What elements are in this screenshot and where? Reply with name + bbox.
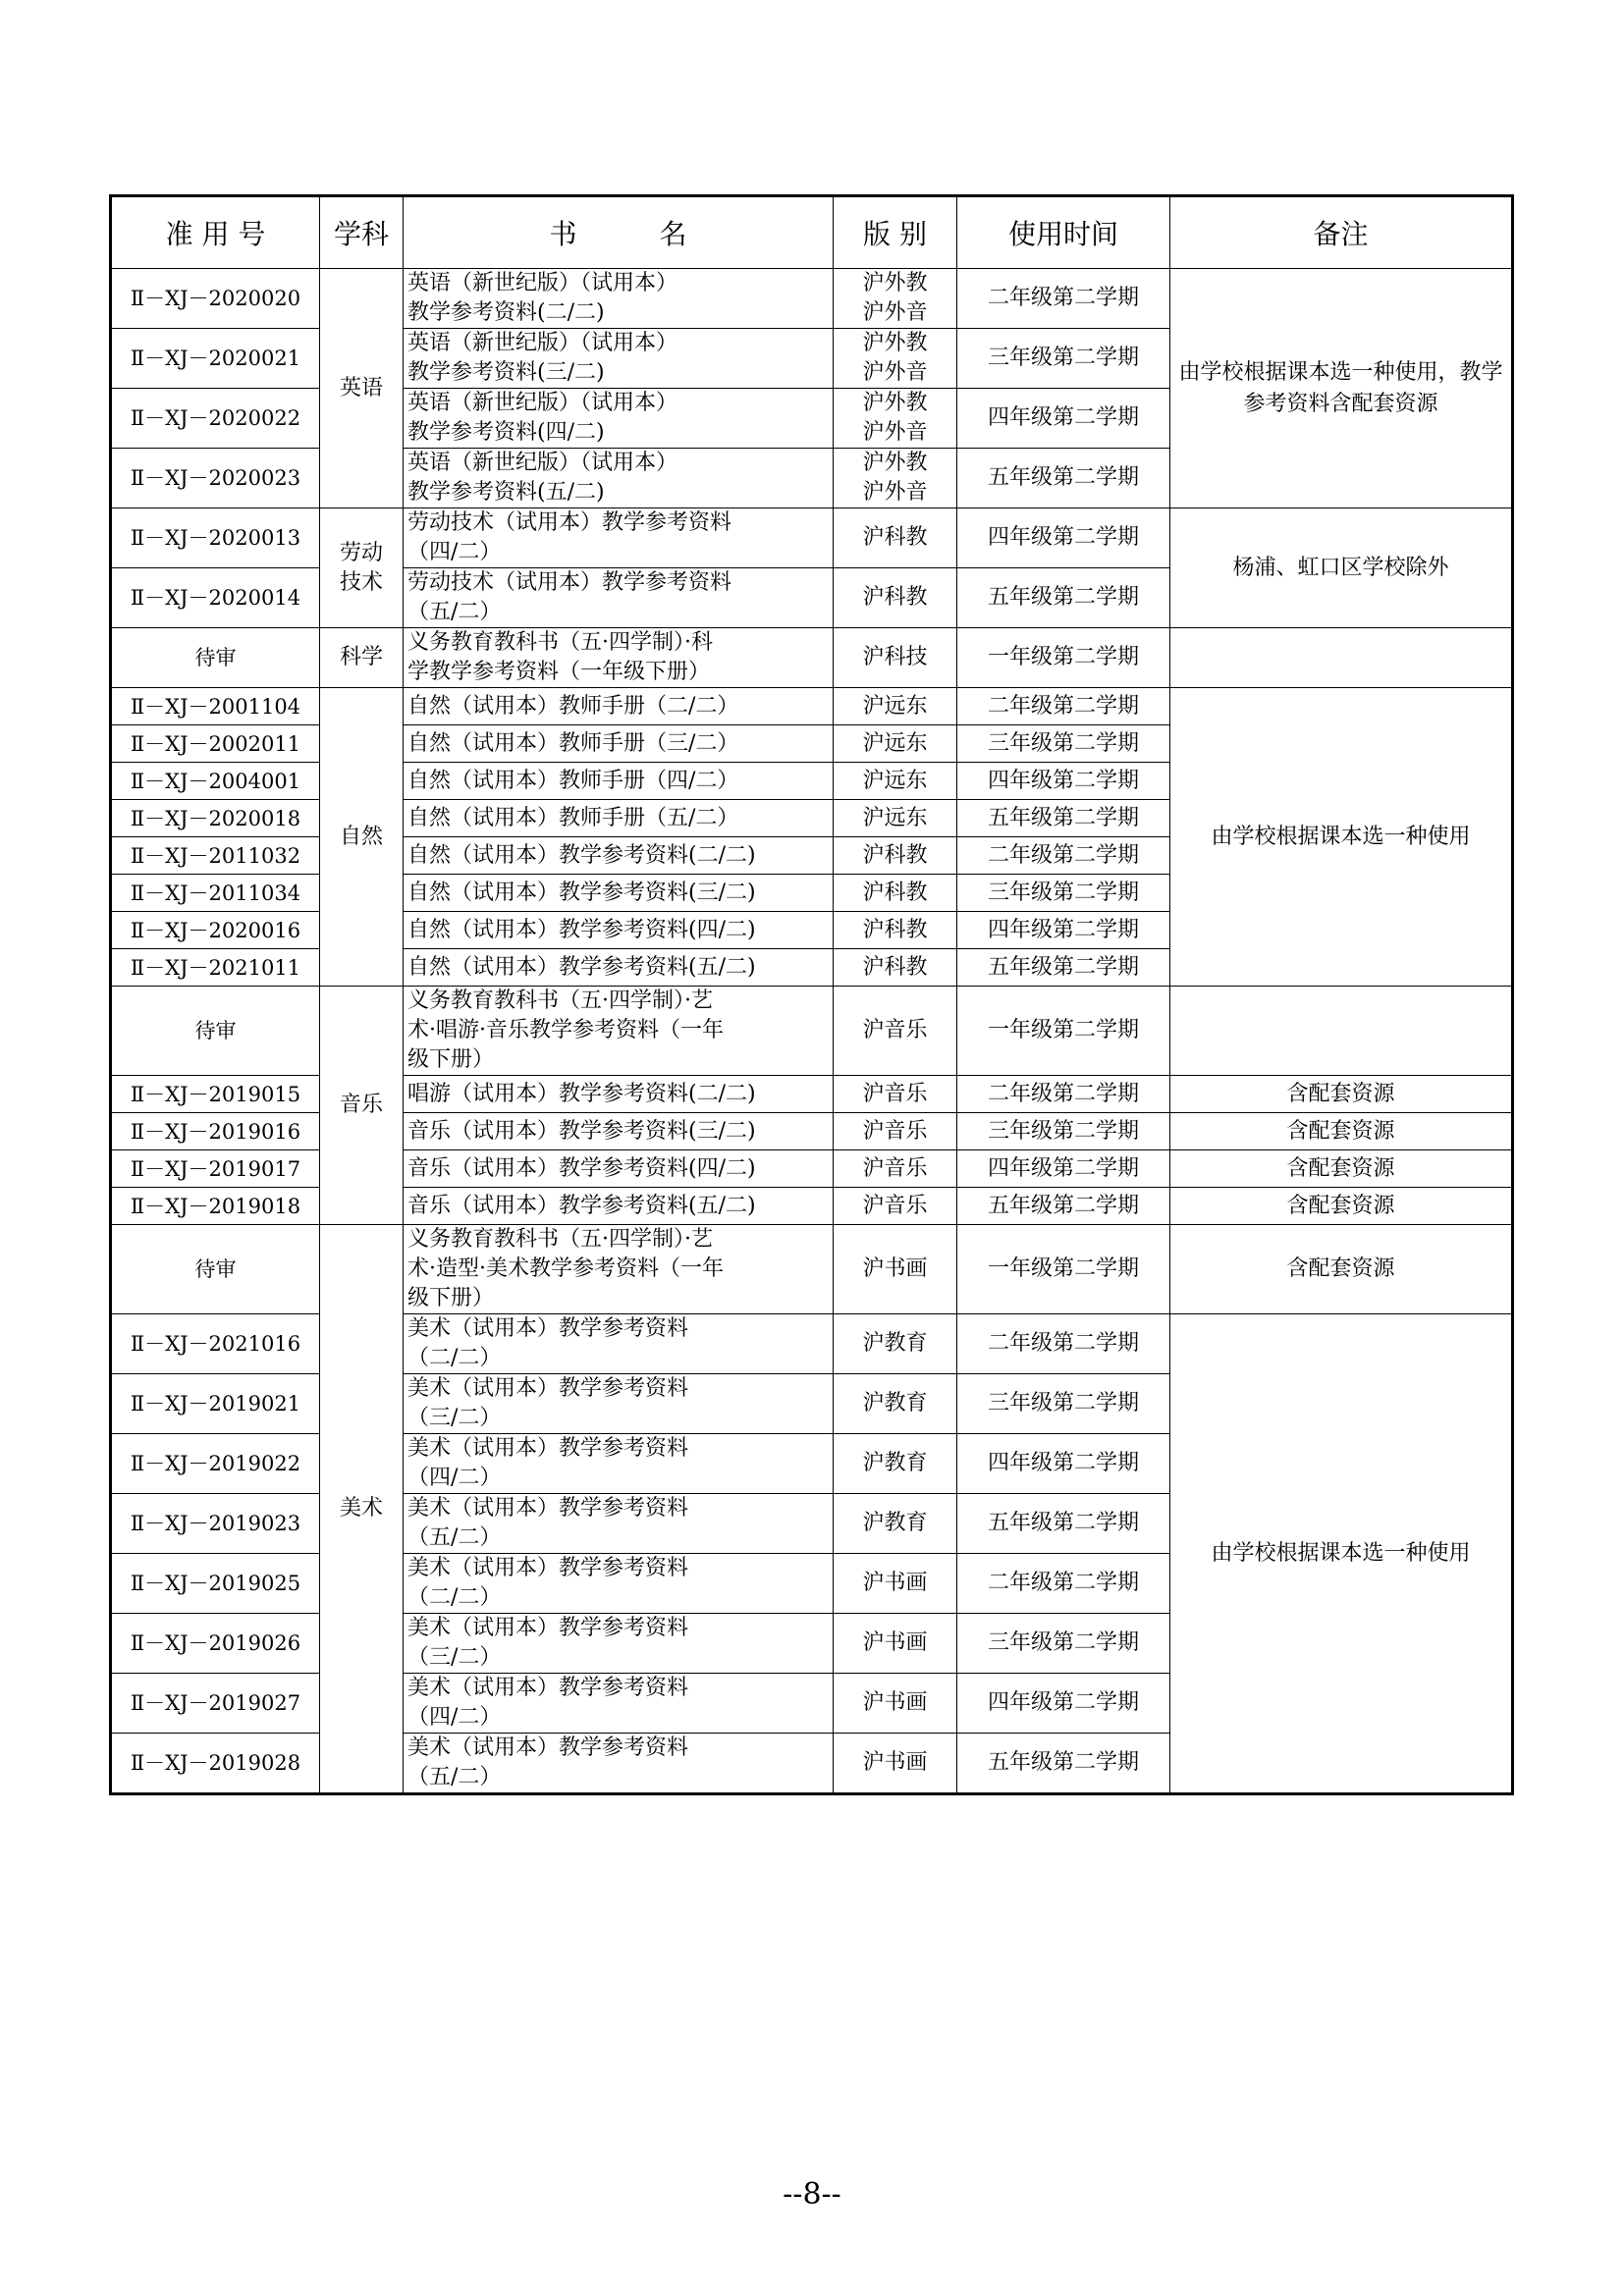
- book-name: 美术（试用本）教学参考资料 （二/二）: [404, 1554, 834, 1614]
- approval-code: Ⅱ－XJ－2001104: [111, 688, 320, 725]
- approval-code: Ⅱ－XJ－2011034: [111, 875, 320, 912]
- publisher: 沪音乐: [834, 1076, 957, 1113]
- usage-time: 四年级第二学期: [957, 1434, 1170, 1494]
- usage-time: 四年级第二学期: [957, 508, 1170, 568]
- approval-code: Ⅱ－XJ－2019022: [111, 1434, 320, 1494]
- approval-code: 待审: [111, 1225, 320, 1314]
- approval-code: Ⅱ－XJ－2019027: [111, 1674, 320, 1734]
- header-code: 准 用 号: [111, 196, 320, 269]
- page-number: --8--: [783, 2177, 841, 2212]
- notes-cell: [1170, 628, 1513, 688]
- subject-cell: 自然: [320, 688, 404, 987]
- approval-code: Ⅱ－XJ－2019017: [111, 1150, 320, 1188]
- book-name: 音乐（试用本）教学参考资料(五/二): [404, 1188, 834, 1225]
- publisher: 沪科教: [834, 875, 957, 912]
- publisher: 沪外教 沪外音: [834, 329, 957, 389]
- notes-cell: 杨浦、虹口区学校除外: [1170, 508, 1513, 628]
- subject-cell: 劳动 技术: [320, 508, 404, 628]
- publisher: 沪外教 沪外音: [834, 449, 957, 508]
- usage-time: 四年级第二学期: [957, 912, 1170, 949]
- publisher: 沪音乐: [834, 1150, 957, 1188]
- book-name: 英语（新世纪版）（试用本） 教学参考资料(四/二): [404, 389, 834, 449]
- usage-time: 二年级第二学期: [957, 269, 1170, 329]
- publisher: 沪外教 沪外音: [834, 269, 957, 329]
- table-row: [111, 688, 1513, 725]
- textbook-table: [109, 194, 1514, 1795]
- header-publisher: 版 别: [834, 196, 957, 269]
- approval-code: Ⅱ－XJ－2021016: [111, 1314, 320, 1374]
- book-name: 义务教育教科书（五·四学制）·科 学教学参考资料（一年级下册）: [404, 628, 834, 688]
- approval-code: Ⅱ－XJ－2020013: [111, 508, 320, 568]
- book-name: 自然（试用本）教师手册（三/二）: [404, 725, 834, 763]
- usage-time: 四年级第二学期: [957, 1674, 1170, 1734]
- table-row: [111, 1225, 1513, 1314]
- notes-cell: 由学校根据课本选一种使用: [1170, 1314, 1513, 1794]
- notes-cell: 含配套资源: [1170, 1150, 1513, 1188]
- approval-code: Ⅱ－XJ－2019026: [111, 1614, 320, 1674]
- usage-time: 三年级第二学期: [957, 1614, 1170, 1674]
- approval-code: Ⅱ－XJ－2020016: [111, 912, 320, 949]
- approval-code: 待审: [111, 987, 320, 1076]
- publisher: 沪书画: [834, 1614, 957, 1674]
- usage-time: 五年级第二学期: [957, 949, 1170, 987]
- book-name: 美术（试用本）教学参考资料 （二/二）: [404, 1314, 834, 1374]
- book-name: 劳动技术（试用本）教学参考资料 （四/二）: [404, 508, 834, 568]
- publisher: 沪科教: [834, 912, 957, 949]
- approval-code: Ⅱ－XJ－2019028: [111, 1734, 320, 1794]
- publisher: 沪教育: [834, 1374, 957, 1434]
- publisher: 沪远东: [834, 725, 957, 763]
- approval-code: Ⅱ－XJ－2011032: [111, 837, 320, 875]
- notes-cell: [1170, 987, 1513, 1076]
- book-name: 美术（试用本）教学参考资料 （五/二）: [404, 1734, 834, 1794]
- approval-code: 待审: [111, 628, 320, 688]
- notes-cell: 含配套资源: [1170, 1225, 1513, 1314]
- usage-time: 四年级第二学期: [957, 763, 1170, 800]
- book-name: 英语（新世纪版）（试用本） 教学参考资料(三/二): [404, 329, 834, 389]
- book-name: 美术（试用本）教学参考资料 （四/二）: [404, 1674, 834, 1734]
- approval-code: Ⅱ－XJ－2020020: [111, 269, 320, 329]
- usage-time: 四年级第二学期: [957, 389, 1170, 449]
- book-name: 英语（新世纪版）（试用本） 教学参考资料(五/二): [404, 449, 834, 508]
- subject-cell: 科学: [320, 628, 404, 688]
- publisher: 沪科教: [834, 508, 957, 568]
- book-name: 自然（试用本）教学参考资料(五/二): [404, 949, 834, 987]
- publisher: 沪远东: [834, 800, 957, 837]
- usage-time: 一年级第二学期: [957, 628, 1170, 688]
- publisher: 沪书画: [834, 1674, 957, 1734]
- publisher: 沪教育: [834, 1434, 957, 1494]
- usage-time: 三年级第二学期: [957, 725, 1170, 763]
- book-name: 美术（试用本）教学参考资料 （五/二）: [404, 1494, 834, 1554]
- approval-code: Ⅱ－XJ－2020021: [111, 329, 320, 389]
- header-subject: 学科: [320, 196, 404, 269]
- publisher: 沪外教 沪外音: [834, 389, 957, 449]
- usage-time: 二年级第二学期: [957, 1554, 1170, 1614]
- usage-time: 五年级第二学期: [957, 1734, 1170, 1794]
- usage-time: 四年级第二学期: [957, 1150, 1170, 1188]
- table-row: [111, 508, 1513, 568]
- publisher: 沪科技: [834, 628, 957, 688]
- approval-code: Ⅱ－XJ－2019018: [111, 1188, 320, 1225]
- usage-time: 五年级第二学期: [957, 800, 1170, 837]
- approval-code: Ⅱ－XJ－2020018: [111, 800, 320, 837]
- publisher: 沪科教: [834, 568, 957, 628]
- publisher: 沪远东: [834, 688, 957, 725]
- book-name: 自然（试用本）教学参考资料(四/二): [404, 912, 834, 949]
- subject-cell: 美术: [320, 1225, 404, 1794]
- header-book-name: 书 名: [404, 196, 834, 269]
- usage-time: 三年级第二学期: [957, 875, 1170, 912]
- textbook-table-container: [109, 194, 1511, 1795]
- publisher: 沪科教: [834, 837, 957, 875]
- approval-code: Ⅱ－XJ－2020014: [111, 568, 320, 628]
- publisher: 沪书画: [834, 1734, 957, 1794]
- usage-time: 一年级第二学期: [957, 1225, 1170, 1314]
- usage-time: 五年级第二学期: [957, 1494, 1170, 1554]
- subject-cell: 音乐: [320, 987, 404, 1225]
- approval-code: Ⅱ－XJ－2019023: [111, 1494, 320, 1554]
- usage-time: 五年级第二学期: [957, 568, 1170, 628]
- book-name: 美术（试用本）教学参考资料 （三/二）: [404, 1614, 834, 1674]
- header-usage-time: 使用时间: [957, 196, 1170, 269]
- publisher: 沪书画: [834, 1225, 957, 1314]
- book-name: 音乐（试用本）教学参考资料(四/二): [404, 1150, 834, 1188]
- book-name: 自然（试用本）教师手册（二/二）: [404, 688, 834, 725]
- table-body: [111, 269, 1513, 1794]
- approval-code: Ⅱ－XJ－2019015: [111, 1076, 320, 1113]
- publisher: 沪书画: [834, 1554, 957, 1614]
- usage-time: 三年级第二学期: [957, 1113, 1170, 1150]
- usage-time: 二年级第二学期: [957, 1076, 1170, 1113]
- usage-time: 二年级第二学期: [957, 1314, 1170, 1374]
- notes-cell: 含配套资源: [1170, 1188, 1513, 1225]
- notes-cell: 由学校根据课本选一种使用，教学参考资料含配套资源: [1170, 269, 1513, 508]
- header-row: [111, 196, 1513, 269]
- approval-code: Ⅱ－XJ－2019016: [111, 1113, 320, 1150]
- approval-code: Ⅱ－XJ－2004001: [111, 763, 320, 800]
- usage-time: 一年级第二学期: [957, 987, 1170, 1076]
- usage-time: 二年级第二学期: [957, 837, 1170, 875]
- usage-time: 五年级第二学期: [957, 1188, 1170, 1225]
- publisher: 沪科教: [834, 949, 957, 987]
- book-name: 自然（试用本）教师手册（五/二）: [404, 800, 834, 837]
- book-name: 美术（试用本）教学参考资料 （四/二）: [404, 1434, 834, 1494]
- publisher: 沪教育: [834, 1494, 957, 1554]
- approval-code: Ⅱ－XJ－2019025: [111, 1554, 320, 1614]
- approval-code: Ⅱ－XJ－2019021: [111, 1374, 320, 1434]
- table-row: [111, 628, 1513, 688]
- publisher: 沪教育: [834, 1314, 957, 1374]
- book-name: 音乐（试用本）教学参考资料(三/二): [404, 1113, 834, 1150]
- publisher: 沪音乐: [834, 1188, 957, 1225]
- book-name: 劳动技术（试用本）教学参考资料 （五/二）: [404, 568, 834, 628]
- notes-cell: 含配套资源: [1170, 1076, 1513, 1113]
- table-row: [111, 987, 1513, 1076]
- book-name: 自然（试用本）教师手册（四/二）: [404, 763, 834, 800]
- table-row: [111, 269, 1513, 329]
- notes-cell: 由学校根据课本选一种使用: [1170, 688, 1513, 987]
- book-name: 美术（试用本）教学参考资料 （三/二）: [404, 1374, 834, 1434]
- book-name: 自然（试用本）教学参考资料(二/二): [404, 837, 834, 875]
- usage-time: 三年级第二学期: [957, 1374, 1170, 1434]
- usage-time: 三年级第二学期: [957, 329, 1170, 389]
- usage-time: 五年级第二学期: [957, 449, 1170, 508]
- approval-code: Ⅱ－XJ－2002011: [111, 725, 320, 763]
- book-name: 义务教育教科书（五·四学制）·艺 术·唱游·音乐教学参考资料（一年 级下册）: [404, 987, 834, 1076]
- publisher: 沪音乐: [834, 987, 957, 1076]
- book-name: 义务教育教科书（五·四学制）·艺 术·造型·美术教学参考资料（一年 级下册）: [404, 1225, 834, 1314]
- approval-code: Ⅱ－XJ－2020023: [111, 449, 320, 508]
- subject-cell: 英语: [320, 269, 404, 508]
- publisher: 沪远东: [834, 763, 957, 800]
- publisher: 沪音乐: [834, 1113, 957, 1150]
- approval-code: Ⅱ－XJ－2021011: [111, 949, 320, 987]
- approval-code: Ⅱ－XJ－2020022: [111, 389, 320, 449]
- book-name: 唱游（试用本）教学参考资料(二/二): [404, 1076, 834, 1113]
- header-notes: 备注: [1170, 196, 1513, 269]
- notes-cell: 含配套资源: [1170, 1113, 1513, 1150]
- book-name: 自然（试用本）教学参考资料(三/二): [404, 875, 834, 912]
- usage-time: 二年级第二学期: [957, 688, 1170, 725]
- book-name: 英语（新世纪版）（试用本） 教学参考资料(二/二): [404, 269, 834, 329]
